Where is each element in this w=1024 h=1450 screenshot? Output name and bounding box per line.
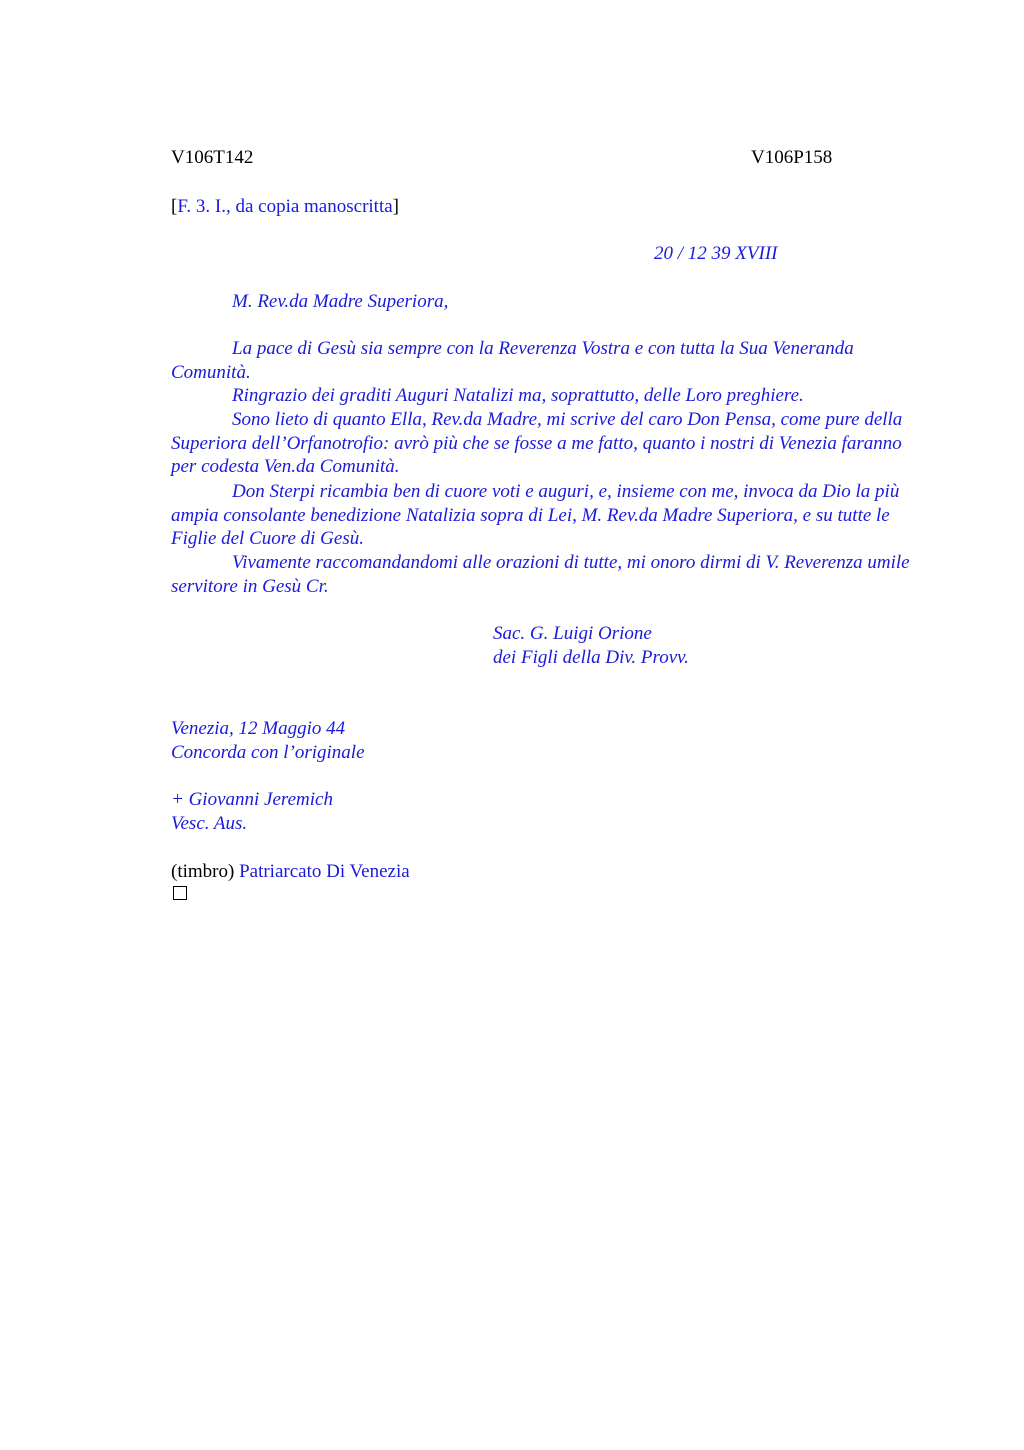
certification-statement: Concorda con l’originale: [171, 742, 365, 763]
stamp-text: Patriarcato Di Venezia: [239, 861, 410, 882]
signature-name: Sac. G. Luigi Orione: [493, 623, 652, 644]
salutation: M. Rev.da Madre Superiora,: [232, 291, 449, 312]
stamp-line: [171, 860, 410, 884]
certification-signer: + Giovanni Jeremich: [171, 789, 333, 810]
source-note: [171, 195, 399, 219]
source-note-close-bracket: ]: [392, 196, 399, 217]
letter-date: 20 / 12 39 XVIII: [654, 243, 778, 264]
source-note-text: F. 3. I., da copia manoscritta: [177, 196, 393, 217]
paragraph-2: Ringrazio dei graditi Auguri Natalizi ma, soprattutto, delle Loro preghiere.: [232, 385, 804, 406]
paragraph-3: Sono lieto di quanto Ella, Rev.da Madre, mi scrive del caro Don Pensa, come pure della Superiora dell’Orfanotrofio: avrò più che se fosse a me fatto, quanto i nostri di Venezia faranno per codesta Ven.da Comunità.: [171, 409, 903, 478]
left-code: V106T142: [171, 147, 254, 168]
certification-place-date: Venezia, 12 Maggio 44: [171, 718, 346, 739]
paragraph-1: La pace di Gesù sia sempre con la Reverenza Vostra e con tutta la Sua Veneranda Comunità.: [171, 338, 854, 383]
stamp-label: (timbro): [171, 861, 235, 882]
right-code: V106P158: [751, 147, 833, 168]
certification-signer-title: Vesc. Aus.: [171, 813, 248, 834]
paragraph-5: Vivamente raccomandandomi alle orazioni di tutte, mi onoro dirmi di V. Reverenza umile servitore in Gesù Cr.: [171, 552, 910, 597]
empty-checkbox-glyph: [173, 886, 187, 900]
source-note-open-bracket: [: [171, 196, 178, 217]
signature-congregation: dei Figli della Div. Provv.: [493, 647, 689, 668]
paragraph-4: Don Sterpi ricambia ben di cuore voti e auguri, e, insieme con me, invoca da Dio la più ampia consolante benedizione Natalizia sopra di Lei, M. Rev.da Madre Superiora, e su tutte le Figlie del Cuore di Gesù.: [171, 481, 900, 550]
